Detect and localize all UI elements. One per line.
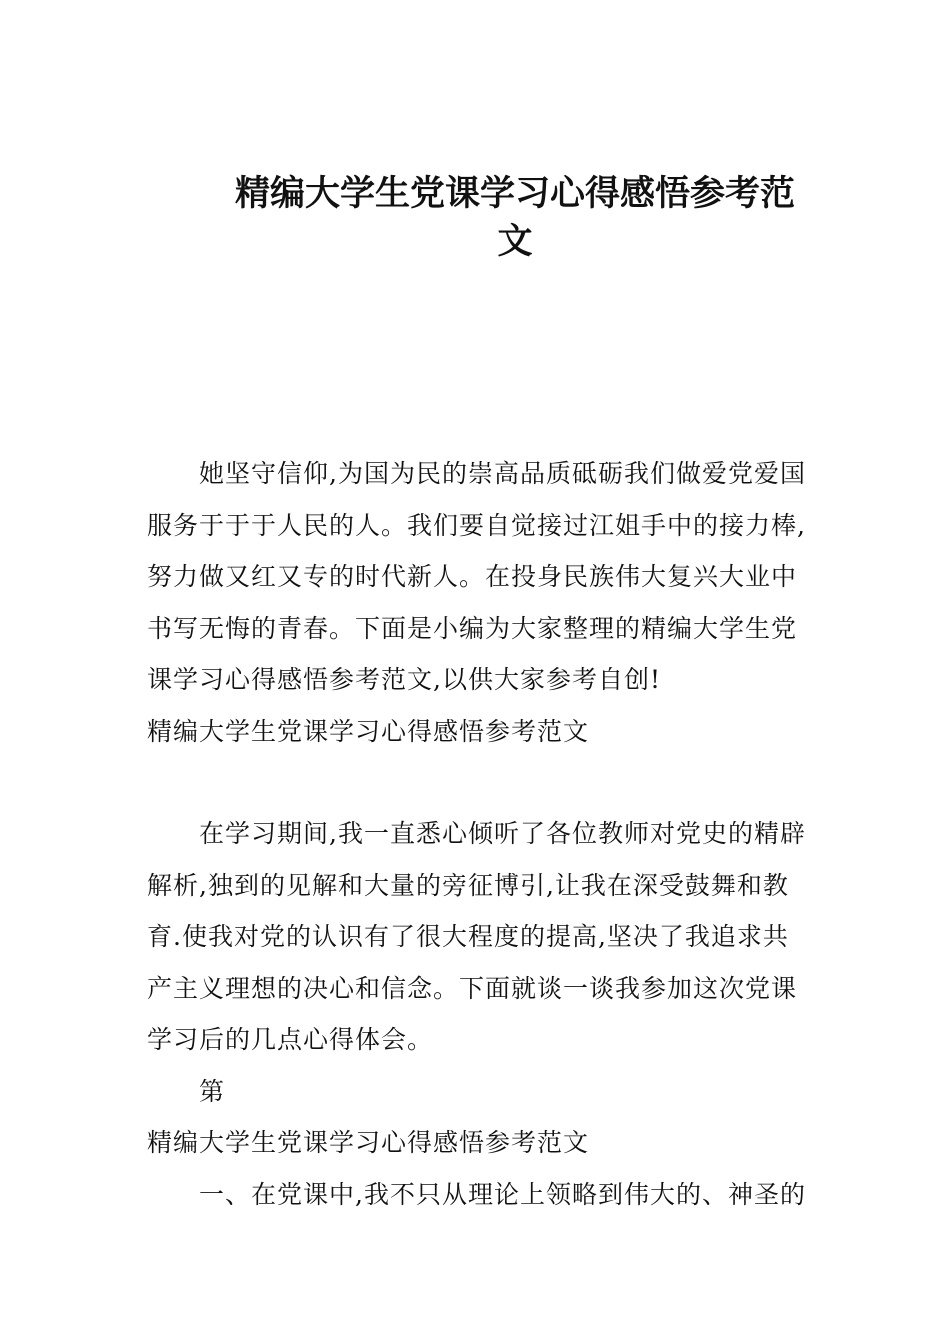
fragment-line: 第 xyxy=(199,1076,226,1106)
point-paragraph: 一、在党课中,我不只从理论上领略到伟大的、神圣的 xyxy=(199,1179,806,1209)
document-body xyxy=(147,448,807,1220)
intro-paragraph: 她坚守信仰,为国为民的崇高品质砥砺我们做爱党爱国服务于于于人民的人。我们要自觉接过江姐手中的接力棒,努力做又红又专的时代新人。在投身民族伟大复兴大业中书写无悔的青春。下面是小编为大家整理的精编大学生党课学习心得感悟参考范文,以供大家参考自创! xyxy=(147,459,806,694)
essay-paragraph: 在学习期间,我一直悉心倾听了各位教师对党史的精辟解析,独到的见解和大量的旁征博引,让我在深受鼓舞和教育.使我对党的认识有了很大程度的提高,坚决了我追求共产主义理想的决心和信念。下面就谈一谈我参加这次党课学习后的几点心得体会。 xyxy=(147,819,806,1054)
document-title: 精编大学生党课学习心得感悟参考范文 xyxy=(234,174,795,262)
subheading: 精编大学生党课学习心得感悟参考范文 xyxy=(147,716,590,746)
subheading: 精编大学生党课学习心得感悟参考范文 xyxy=(147,1128,590,1157)
paragraph-spacer xyxy=(147,757,807,808)
